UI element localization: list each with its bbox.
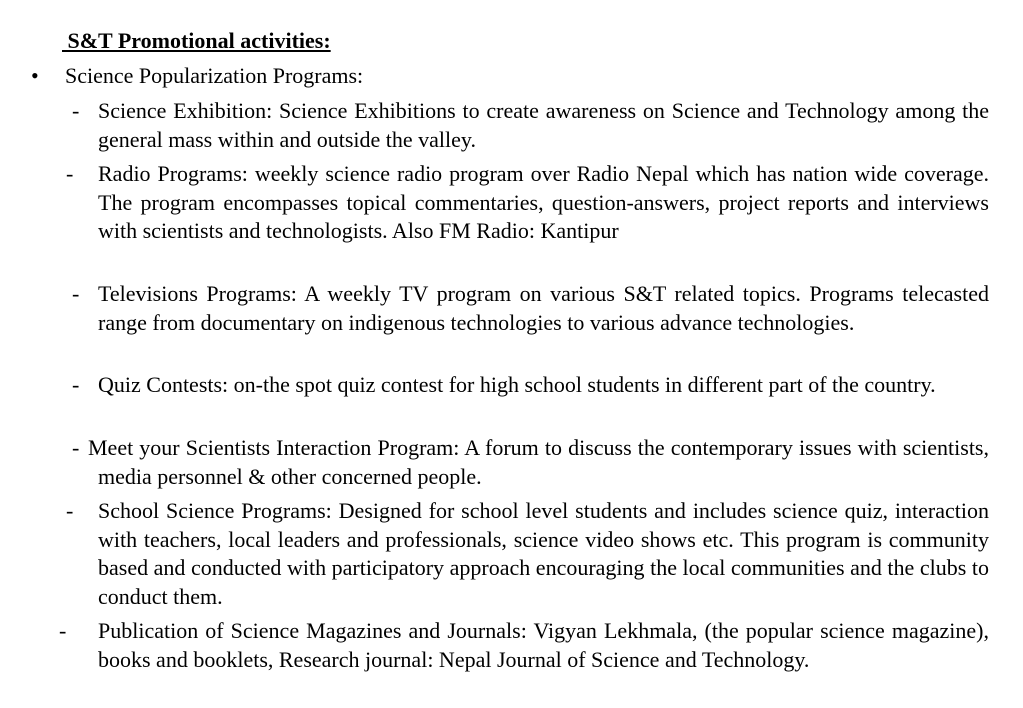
- dash-marker: -: [72, 281, 80, 306]
- list-item-text: Quiz Contests: on-the spot quiz contest for high school students in different part of the country.: [98, 372, 936, 397]
- dash-marker: -: [59, 618, 67, 643]
- bullet-icon: •: [31, 63, 39, 88]
- list-item-text: School Science Programs: Designed for school level students and includes science quiz, interaction with teachers, local leaders and professionals, science video shows etc. This program is community based and conducted with participatory approach encouraging the local communities and the clubs to conduct them.: [98, 498, 989, 609]
- list-item-text: Televisions Programs: A weekly TV program on various S&T related topics. Programs telecasted range from documentary on indigenous technologies to various advance technologies.: [98, 281, 989, 335]
- section-heading: S&T Promotional activities:: [62, 28, 331, 53]
- dash-marker: -: [66, 498, 74, 523]
- list-item-text-content: Meet your Scientists Interaction Program: A forum to discuss the contemporary issues with scientists, media personnel & other concerned people.: [88, 435, 989, 489]
- list-item-text: Science Exhibition: Science Exhibitions to create awareness on Science and Technology among the general mass within and outside the valley.: [98, 98, 989, 152]
- bullet-label: Science Popularization Programs:: [65, 63, 364, 88]
- list-item-text: [88, 434, 989, 491]
- list-item-text: Radio Programs: weekly science radio program over Radio Nepal which has nation wide coverage. The program encompasses topical commentaries, question-answers, project reports and interviews with scientists and technologists. Also FM Radio: Kantipur: [98, 161, 989, 243]
- dash-marker: -: [72, 435, 80, 460]
- dash-marker: -: [66, 161, 74, 186]
- dash-marker: -: [72, 98, 80, 123]
- dash-marker: -: [72, 372, 80, 397]
- list-item-text: Publication of Science Magazines and Journals: Vigyan Lekhmala, (the popular science magazine), books and booklets, Research journal: Nepal Journal of Science and Technology.: [98, 618, 989, 672]
